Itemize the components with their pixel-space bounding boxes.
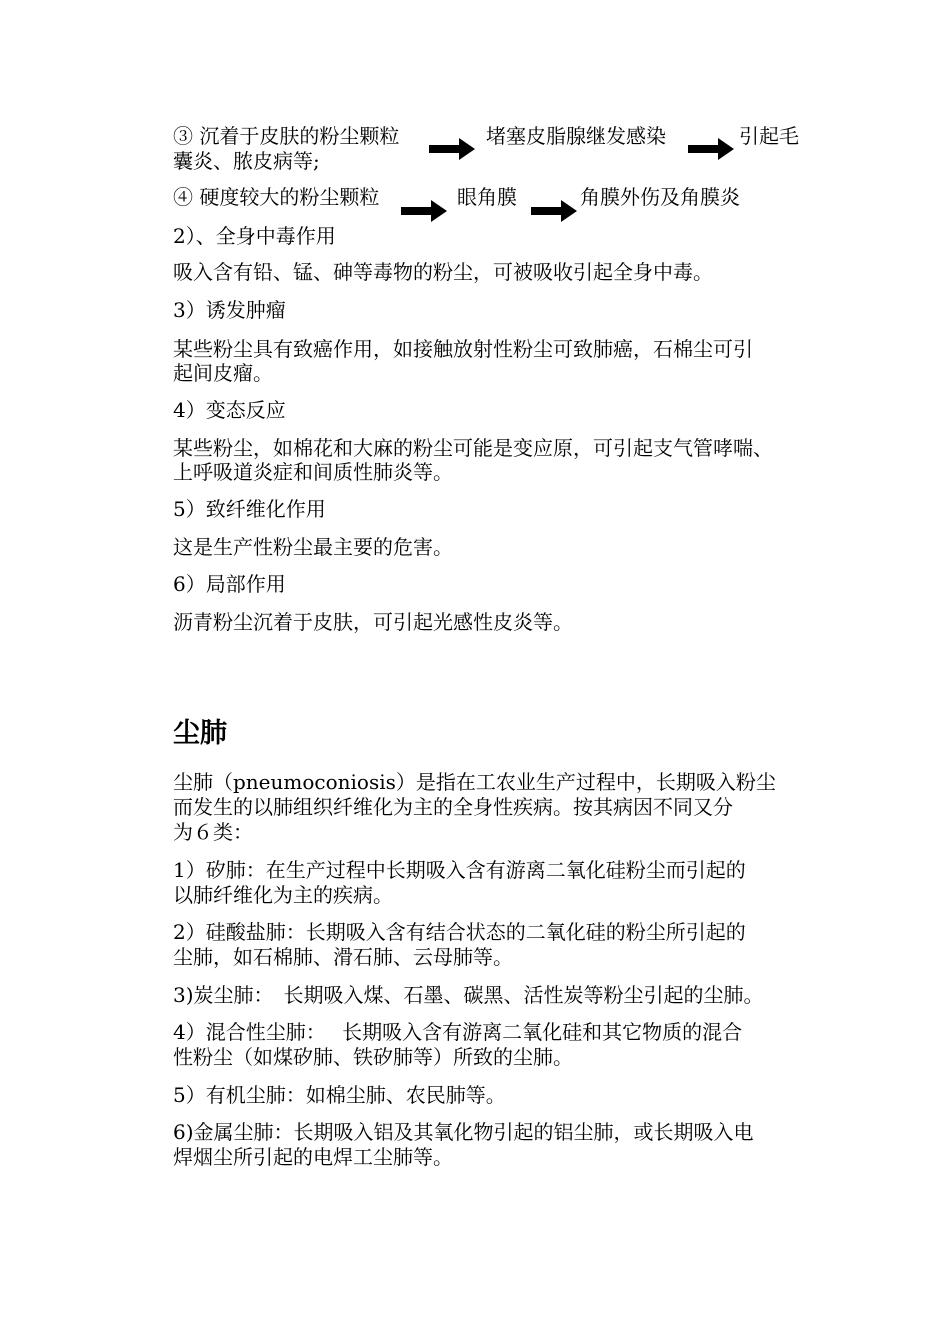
flow-item-3-part3: 引起毛 [739,124,799,148]
flow-item-4-part3: 角膜外伤及角膜炎 [580,185,740,209]
type-metal-line2: 焊烟尘所引起的电焊工尘肺等。 [173,1145,453,1169]
section-title-systemic-poisoning: 2）、全身中毒作用 [173,224,336,248]
section-body-systemic-poisoning: 吸入含有铅、锰、砷等毒物的粉尘，可被吸收引起全身中毒。 [173,260,713,284]
section-title-fibrosis: 5）致纤维化作用 [173,497,326,521]
pneumoconiosis-intro-line1: 尘肺（pneumoconiosis）是指在工农业生产过程中，长期吸入粉尘 [173,770,776,794]
type-organic-line1: 5）有机尘肺：如棉尘肺、农民肺等。 [173,1083,506,1107]
section-title-local-effect: 6）局部作用 [173,572,286,596]
type-silicosis-line2: 以肺纤维化为主的疾病。 [173,883,393,907]
flow-item-4-part1: ④ 硬度较大的粉尘颗粒 [173,185,380,209]
section-title-allergy: 4）变态反应 [173,398,286,422]
type-metal-line1: 6)金属尘肺：长期吸入铝及其氧化物引起的铝尘肺，或长期吸入电 [173,1120,754,1144]
type-silicosis-line1: 1）矽肺：在生产过程中长期吸入含有游离二氧化硅粉尘而引起的 [173,858,746,882]
flow-item-3-continued: 囊炎、脓皮病等; [173,149,320,173]
section-body-allergy-line1: 某些粉尘，如棉花和大麻的粉尘可能是变应原，可引起支气管哮喘、 [173,436,773,460]
type-carbon-line1: 3)炭尘肺： 长期吸入煤、石墨、碳黑、活性炭等粉尘引起的尘肺。 [173,983,764,1007]
right-arrow-icon [531,200,577,222]
section-body-fibrosis: 这是生产性粉尘最主要的危害。 [173,535,453,559]
section-heading-pneumoconiosis: 尘肺 [173,718,227,749]
section-title-tumor: 3）诱发肿瘤 [173,298,286,322]
right-arrow-icon [401,200,447,222]
section-body-local-effect: 沥青粉尘沉着于皮肤，可引起光感性皮炎等。 [173,610,573,634]
section-body-allergy-line2: 上呼吸道炎症和间质性肺炎等。 [173,460,453,484]
flow-item-3-part2: 堵塞皮脂腺继发感染 [486,124,666,148]
type-silicate-line2: 尘肺，如石棉肺、滑石肺、云母肺等。 [173,945,513,969]
flow-item-4-part2: 眼角膜 [457,185,517,209]
type-mixed-line2: 性粉尘（如煤矽肺、铁矽肺等）所致的尘肺。 [173,1045,573,1069]
type-mixed-line1: 4）混合性尘肺： 长期吸入含有游离二氧化硅和其它物质的混合 [173,1020,743,1044]
type-silicate-line1: 2）硅酸盐肺：长期吸入含有结合状态的二氧化硅的粉尘所引起的 [173,920,746,944]
flow-item-3-part1: ③ 沉着于皮肤的粉尘颗粒 [173,124,400,148]
pneumoconiosis-intro-line3: 为６类： [173,820,253,844]
section-body-tumor-line1: 某些粉尘具有致癌作用，如接触放射性粉尘可致肺癌，石棉尘可引 [173,337,753,361]
pneumoconiosis-intro-line2: 而发生的以肺组织纤维化为主的全身性疾病。按其病因不同又分 [173,795,733,819]
flow-item-4 [173,185,823,215]
section-body-tumor-line2: 起间皮瘤。 [173,361,273,385]
